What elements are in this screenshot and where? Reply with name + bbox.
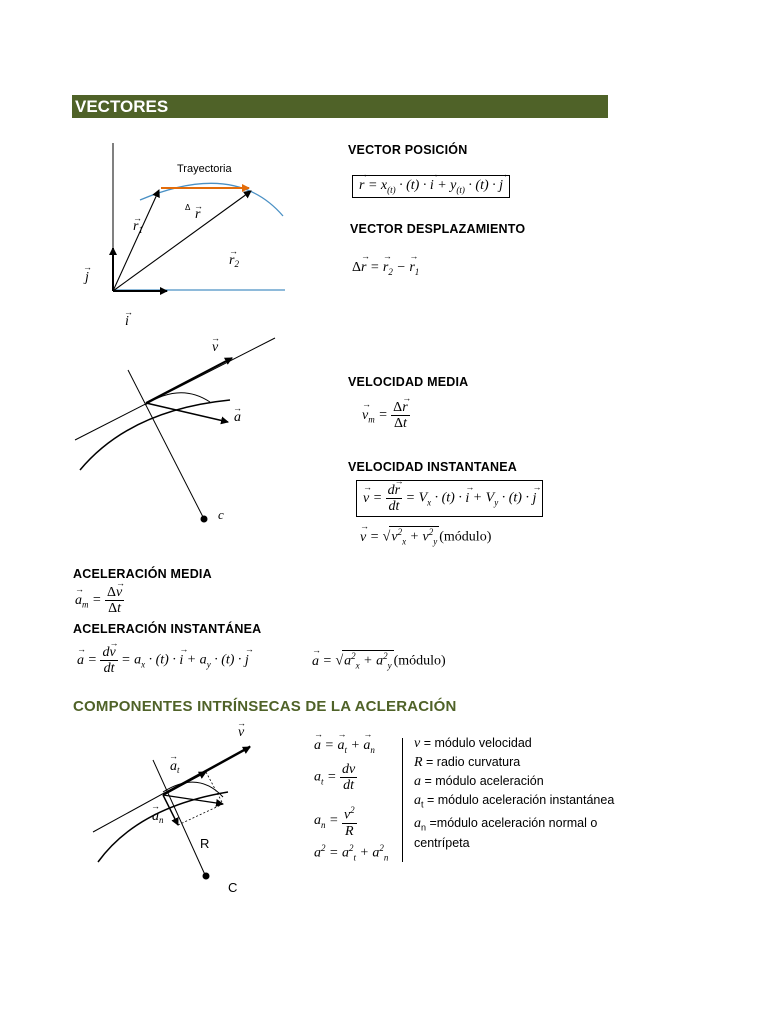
svg-text:→: →	[124, 307, 133, 317]
section-title-bar: VECTORES	[72, 95, 608, 118]
svg-text:→: →	[133, 213, 142, 223]
r1-vector	[113, 190, 159, 291]
svg-text:→: →	[194, 201, 203, 211]
at-vector	[163, 772, 206, 795]
delta-r-label: r	[195, 207, 201, 222]
curve-path-2	[98, 792, 228, 862]
formula-vector-posicion: → $r = x_{(t)} \cdot (t)$ · → $i + y_{(t)} \cdot (t)$ · → j	[352, 175, 510, 198]
a-label: a	[234, 410, 241, 425]
C-label: C	[228, 880, 238, 895]
i-label: i	[125, 314, 129, 329]
trajectory-label: Trayectoria	[177, 163, 232, 175]
formula-a-sum: → a = → $a_t$ + → $a_n$	[314, 738, 375, 755]
intrinsic-components-diagram	[88, 722, 288, 902]
trajectory-diagram	[75, 138, 300, 338]
formula-an: $a_n$ = $\frac{v^2}{R}$	[314, 805, 355, 839]
formula-aceleracion-instantanea: → a = $\frac{d\to v}{dt}$ = $a_x \cdot (t)$ · → $i + a_y \cdot (t)$ · → j	[77, 645, 249, 676]
velocity-acceleration-diagram	[70, 330, 285, 530]
legend-list	[414, 736, 614, 855]
svg-text:→: →	[83, 262, 92, 272]
formula-a-squared: $a^2 = a^2_t + a^2_n$	[314, 843, 389, 863]
heading-vector-desplazamiento: VECTOR DESPLAZAMIENTO	[350, 222, 526, 236]
legend-item: $a_n$ =módulo aceleración normal o	[414, 816, 598, 833]
svg-text:→: →	[169, 751, 178, 761]
center-point-2	[203, 873, 210, 880]
legend-item: centrípeta	[414, 836, 470, 850]
at-label: $a_t$	[170, 759, 180, 775]
svg-text:→: →	[237, 722, 246, 728]
legend-item: a = módulo aceleración	[414, 774, 544, 789]
r2-vector	[113, 191, 251, 291]
j-label: j	[85, 270, 89, 285]
delta-symbol: Δ	[185, 203, 191, 212]
formula-velocidad-media: → $v_m$ = $\frac{\Delta\to r}{\Delta t}$	[362, 400, 410, 431]
legend-item: $a_t$ = módulo aceleración instantánea	[414, 793, 615, 810]
formula-aceleracion-modulo: → $a = √a^2_x + a^2_y$ (módulo)	[312, 650, 446, 670]
tangent-line	[75, 338, 275, 440]
curve-path	[80, 400, 230, 470]
formula-velocidad-instantanea: → v = $\frac{d\to r}{dt}$ = $V_x \cdot (t)$ · → $i + V_y \cdot (t)$ · → j	[356, 480, 543, 517]
legend-item: v = módulo velocidad	[414, 736, 532, 751]
c-label: c	[218, 507, 224, 522]
formula-at: $a_t$ = $\frac{dv}{dt}$	[314, 762, 356, 793]
v-vector	[146, 358, 232, 403]
heading-aceleracion-instantanea: ACELERACIÓN INSTANTÁNEA	[73, 622, 262, 636]
formula-desplazamiento: Δ→ r = → $r_2$ − → $r_1$	[352, 260, 419, 277]
legend-item: R = radio curvatura	[414, 755, 521, 770]
center-point	[201, 516, 208, 523]
heading-velocidad-media: VELOCIDAD MEDIA	[348, 375, 469, 389]
svg-text:→: →	[229, 246, 238, 256]
r2-label: $r_2$	[229, 253, 239, 269]
heading-aceleracion-media: ACELERACIÓN MEDIA	[73, 567, 212, 581]
svg-text:→: →	[233, 403, 242, 413]
heading-vector-posicion: VECTOR POSICIÓN	[348, 143, 468, 157]
heading-velocidad-instantanea: VELOCIDAD INSTANTANEA	[348, 460, 518, 474]
v-label: v	[212, 340, 219, 355]
v-label-2: v	[238, 725, 245, 740]
formula-aceleracion-media: → $a_m$ = $\frac{\Delta\to v}{\Delta t}$	[75, 585, 124, 616]
formula-velocidad-modulo: → $v = √v^2_x + v^2_y$ (módulo)	[360, 526, 491, 546]
r1-label: $r_1$	[133, 219, 143, 235]
a-vector	[146, 403, 228, 422]
heading-componentes: COMPONENTES INTRÍNSECAS DE LA ACLERACIÓN	[73, 698, 457, 715]
svg-text:→: →	[211, 333, 220, 343]
an-label: $a_n$	[152, 809, 164, 825]
svg-text:→: →	[151, 801, 160, 811]
R-label: R	[200, 836, 210, 851]
divider-line	[402, 738, 403, 862]
